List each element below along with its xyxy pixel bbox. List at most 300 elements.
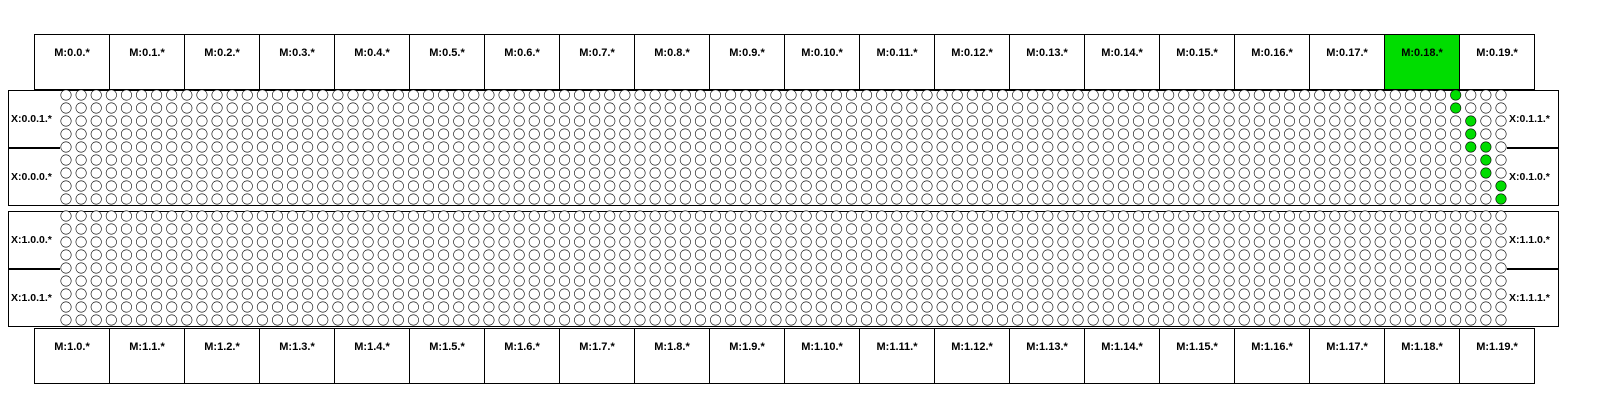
node bbox=[1118, 250, 1128, 260]
node bbox=[1435, 129, 1445, 139]
node bbox=[227, 129, 237, 139]
node bbox=[227, 181, 237, 191]
module-bottom-14[interactable]: M:1.14.* bbox=[1084, 328, 1160, 384]
node bbox=[1088, 302, 1098, 312]
module-top-6[interactable]: M:0.6.* bbox=[484, 34, 560, 90]
node bbox=[605, 168, 615, 178]
module-top-16[interactable]: M:0.16.* bbox=[1234, 34, 1310, 90]
node bbox=[1466, 168, 1476, 178]
node bbox=[212, 168, 222, 178]
node bbox=[1360, 263, 1370, 273]
node bbox=[952, 250, 962, 260]
node bbox=[136, 263, 146, 273]
module-bottom-15[interactable]: M:1.15.* bbox=[1159, 328, 1235, 384]
node bbox=[952, 181, 962, 191]
node bbox=[741, 250, 751, 260]
node bbox=[831, 129, 841, 139]
node bbox=[786, 129, 796, 139]
node bbox=[756, 155, 766, 165]
module-top-12[interactable]: M:0.12.* bbox=[934, 34, 1010, 90]
node bbox=[846, 116, 856, 126]
node bbox=[1405, 90, 1415, 100]
module-top-11[interactable]: M:0.11.* bbox=[859, 34, 935, 90]
node bbox=[695, 168, 705, 178]
node bbox=[650, 211, 660, 221]
node bbox=[1224, 194, 1234, 204]
module-top-14[interactable]: M:0.14.* bbox=[1084, 34, 1160, 90]
node bbox=[227, 237, 237, 247]
module-top-19[interactable]: M:0.19.* bbox=[1459, 34, 1535, 90]
node bbox=[680, 211, 690, 221]
node bbox=[725, 237, 735, 247]
node bbox=[695, 90, 705, 100]
node bbox=[1466, 315, 1476, 325]
node bbox=[846, 103, 856, 113]
node bbox=[197, 289, 207, 299]
node bbox=[695, 129, 705, 139]
node bbox=[1028, 155, 1038, 165]
node bbox=[1163, 263, 1173, 273]
module-bottom-18[interactable]: M:1.18.* bbox=[1384, 328, 1460, 384]
node bbox=[680, 142, 690, 152]
node bbox=[378, 289, 388, 299]
node bbox=[1299, 155, 1309, 165]
node bbox=[1481, 211, 1491, 221]
node bbox=[469, 315, 479, 325]
node bbox=[544, 168, 554, 178]
node bbox=[469, 103, 479, 113]
x-label-left-3: X:1.0.1.* bbox=[8, 269, 60, 327]
node bbox=[605, 289, 615, 299]
node bbox=[997, 129, 1007, 139]
node bbox=[1330, 168, 1340, 178]
node bbox=[438, 237, 448, 247]
node bbox=[952, 315, 962, 325]
node bbox=[529, 302, 539, 312]
node bbox=[227, 289, 237, 299]
node bbox=[801, 263, 811, 273]
module-bottom-19[interactable]: M:1.19.* bbox=[1459, 328, 1535, 384]
node bbox=[121, 129, 131, 139]
node bbox=[287, 155, 297, 165]
node bbox=[1209, 276, 1219, 286]
node bbox=[1012, 129, 1022, 139]
node bbox=[1088, 289, 1098, 299]
node bbox=[937, 142, 947, 152]
node bbox=[348, 103, 358, 113]
node bbox=[710, 129, 720, 139]
node bbox=[589, 224, 599, 234]
node bbox=[212, 263, 222, 273]
node bbox=[1028, 224, 1038, 234]
node bbox=[801, 250, 811, 260]
node bbox=[1058, 276, 1068, 286]
node bbox=[182, 289, 192, 299]
node bbox=[242, 315, 252, 325]
module-top-7[interactable]: M:0.7.* bbox=[559, 34, 635, 90]
node bbox=[1148, 129, 1158, 139]
module-bottom-12[interactable]: M:1.12.* bbox=[934, 328, 1010, 384]
x-label-right-1: X:0.1.0.* bbox=[1507, 148, 1559, 206]
node bbox=[876, 116, 886, 126]
node bbox=[302, 116, 312, 126]
node bbox=[514, 276, 524, 286]
node bbox=[1103, 168, 1113, 178]
node bbox=[272, 116, 282, 126]
node bbox=[499, 315, 509, 325]
node bbox=[1148, 168, 1158, 178]
node bbox=[1133, 103, 1143, 113]
node bbox=[1239, 224, 1249, 234]
node bbox=[1390, 250, 1400, 260]
node bbox=[559, 142, 569, 152]
node bbox=[1194, 103, 1204, 113]
node bbox=[1405, 237, 1415, 247]
node bbox=[318, 276, 328, 286]
module-top-15[interactable]: M:0.15.* bbox=[1159, 34, 1235, 90]
node bbox=[756, 315, 766, 325]
node bbox=[1375, 237, 1385, 247]
node bbox=[333, 181, 343, 191]
node bbox=[302, 263, 312, 273]
node bbox=[242, 211, 252, 221]
node bbox=[1360, 211, 1370, 221]
module-top-13[interactable]: M:0.13.* bbox=[1009, 34, 1085, 90]
module-bottom-5[interactable]: M:1.5.* bbox=[409, 328, 485, 384]
node bbox=[544, 211, 554, 221]
node bbox=[151, 90, 161, 100]
node bbox=[393, 142, 403, 152]
node bbox=[574, 276, 584, 286]
node bbox=[771, 237, 781, 247]
node bbox=[363, 211, 373, 221]
node bbox=[635, 116, 645, 126]
node bbox=[982, 211, 992, 221]
module-top-17[interactable]: M:0.17.* bbox=[1309, 34, 1385, 90]
module-top-9[interactable]: M:0.9.* bbox=[709, 34, 785, 90]
node bbox=[967, 155, 977, 165]
node bbox=[876, 142, 886, 152]
node bbox=[1194, 315, 1204, 325]
module-top-1[interactable]: M:0.1.* bbox=[109, 34, 185, 90]
node bbox=[1209, 211, 1219, 221]
node bbox=[937, 224, 947, 234]
node bbox=[1028, 129, 1038, 139]
node bbox=[106, 315, 116, 325]
node bbox=[1179, 250, 1189, 260]
node bbox=[695, 224, 705, 234]
node bbox=[227, 90, 237, 100]
node bbox=[1012, 116, 1022, 126]
node bbox=[257, 302, 267, 312]
node bbox=[378, 168, 388, 178]
node bbox=[197, 116, 207, 126]
node bbox=[182, 168, 192, 178]
node bbox=[937, 302, 947, 312]
node bbox=[287, 129, 297, 139]
node bbox=[756, 302, 766, 312]
node bbox=[846, 224, 856, 234]
node bbox=[76, 315, 86, 325]
node bbox=[1103, 250, 1113, 260]
node bbox=[61, 250, 71, 260]
module-bottom-6[interactable]: M:1.6.* bbox=[484, 328, 560, 384]
node bbox=[1103, 263, 1113, 273]
node bbox=[1315, 129, 1325, 139]
node bbox=[1254, 276, 1264, 286]
node bbox=[1496, 237, 1506, 247]
module-bottom-0[interactable]: M:1.0.* bbox=[34, 328, 110, 384]
module-bottom-3[interactable]: M:1.3.* bbox=[259, 328, 335, 384]
node bbox=[1133, 129, 1143, 139]
node bbox=[650, 263, 660, 273]
node bbox=[937, 237, 947, 247]
node bbox=[967, 302, 977, 312]
node bbox=[423, 211, 433, 221]
node bbox=[454, 103, 464, 113]
node bbox=[212, 194, 222, 204]
node bbox=[333, 116, 343, 126]
node bbox=[861, 289, 871, 299]
node bbox=[514, 103, 524, 113]
node bbox=[544, 194, 554, 204]
node bbox=[514, 142, 524, 152]
node bbox=[982, 237, 992, 247]
node bbox=[1284, 315, 1294, 325]
node bbox=[1194, 194, 1204, 204]
node bbox=[484, 181, 494, 191]
module-bottom-11[interactable]: M:1.11.* bbox=[859, 328, 935, 384]
node bbox=[620, 263, 630, 273]
node bbox=[831, 168, 841, 178]
node bbox=[1194, 168, 1204, 178]
node bbox=[318, 129, 328, 139]
node bbox=[1466, 211, 1476, 221]
node bbox=[167, 302, 177, 312]
node bbox=[1390, 129, 1400, 139]
node bbox=[469, 224, 479, 234]
module-top-8[interactable]: M:0.8.* bbox=[634, 34, 710, 90]
node bbox=[1375, 276, 1385, 286]
node bbox=[1299, 168, 1309, 178]
module-bottom-13[interactable]: M:1.13.* bbox=[1009, 328, 1085, 384]
node bbox=[1375, 103, 1385, 113]
node bbox=[423, 103, 433, 113]
node bbox=[967, 116, 977, 126]
node bbox=[61, 211, 71, 221]
node bbox=[544, 276, 554, 286]
node bbox=[378, 116, 388, 126]
node bbox=[257, 194, 267, 204]
node bbox=[1254, 168, 1264, 178]
node bbox=[695, 289, 705, 299]
node bbox=[1118, 103, 1128, 113]
node bbox=[393, 181, 403, 191]
node bbox=[1209, 181, 1219, 191]
node bbox=[725, 302, 735, 312]
node bbox=[91, 250, 101, 260]
node bbox=[1435, 103, 1445, 113]
node bbox=[136, 129, 146, 139]
node bbox=[454, 237, 464, 247]
node bbox=[1299, 276, 1309, 286]
node bbox=[1435, 116, 1445, 126]
node bbox=[816, 168, 826, 178]
node bbox=[302, 103, 312, 113]
node bbox=[1435, 315, 1445, 325]
node bbox=[1194, 276, 1204, 286]
node bbox=[1299, 263, 1309, 273]
node bbox=[771, 263, 781, 273]
node bbox=[786, 194, 796, 204]
node bbox=[1058, 302, 1068, 312]
node bbox=[725, 211, 735, 221]
node bbox=[1345, 250, 1355, 260]
node bbox=[1103, 116, 1113, 126]
node bbox=[151, 211, 161, 221]
node bbox=[1012, 103, 1022, 113]
module-bottom-2[interactable]: M:1.2.* bbox=[184, 328, 260, 384]
node bbox=[907, 90, 917, 100]
node bbox=[725, 155, 735, 165]
node bbox=[1088, 237, 1098, 247]
node bbox=[1360, 289, 1370, 299]
node bbox=[997, 181, 1007, 191]
node bbox=[363, 276, 373, 286]
node bbox=[846, 289, 856, 299]
node bbox=[907, 129, 917, 139]
node bbox=[423, 224, 433, 234]
node bbox=[605, 263, 615, 273]
node bbox=[1390, 194, 1400, 204]
module-bottom-17[interactable]: M:1.17.* bbox=[1309, 328, 1385, 384]
node bbox=[348, 181, 358, 191]
module-bottom-1[interactable]: M:1.1.* bbox=[109, 328, 185, 384]
node bbox=[348, 194, 358, 204]
node bbox=[272, 302, 282, 312]
node bbox=[937, 90, 947, 100]
node bbox=[1028, 237, 1038, 247]
node bbox=[514, 168, 524, 178]
highlighted-node bbox=[1466, 129, 1476, 139]
node bbox=[499, 103, 509, 113]
node bbox=[121, 194, 131, 204]
module-top-0[interactable]: M:0.0.* bbox=[34, 34, 110, 90]
node bbox=[182, 116, 192, 126]
node bbox=[1118, 237, 1128, 247]
node bbox=[559, 168, 569, 178]
node bbox=[151, 155, 161, 165]
node bbox=[589, 237, 599, 247]
node bbox=[1435, 194, 1445, 204]
node bbox=[151, 129, 161, 139]
node bbox=[514, 315, 524, 325]
node bbox=[1360, 276, 1370, 286]
node bbox=[212, 302, 222, 312]
module-top-18[interactable]: M:0.18.* bbox=[1384, 34, 1460, 90]
node bbox=[1073, 263, 1083, 273]
node bbox=[106, 276, 116, 286]
node bbox=[771, 302, 781, 312]
node bbox=[167, 129, 177, 139]
node bbox=[454, 116, 464, 126]
node bbox=[438, 211, 448, 221]
node bbox=[1375, 302, 1385, 312]
node bbox=[242, 250, 252, 260]
node bbox=[1330, 276, 1340, 286]
node bbox=[378, 90, 388, 100]
node bbox=[1133, 142, 1143, 152]
module-bottom-4[interactable]: M:1.4.* bbox=[334, 328, 410, 384]
node bbox=[1073, 194, 1083, 204]
node bbox=[967, 237, 977, 247]
node bbox=[318, 103, 328, 113]
node bbox=[76, 237, 86, 247]
node bbox=[861, 315, 871, 325]
module-bottom-8[interactable]: M:1.8.* bbox=[634, 328, 710, 384]
module-top-2[interactable]: M:0.2.* bbox=[184, 34, 260, 90]
node bbox=[408, 155, 418, 165]
node bbox=[1284, 276, 1294, 286]
node bbox=[1435, 289, 1445, 299]
module-bottom-16[interactable]: M:1.16.* bbox=[1234, 328, 1310, 384]
node bbox=[952, 263, 962, 273]
node bbox=[1058, 211, 1068, 221]
node bbox=[1118, 276, 1128, 286]
node bbox=[333, 276, 343, 286]
node bbox=[1254, 103, 1264, 113]
node bbox=[1420, 116, 1430, 126]
node bbox=[1269, 315, 1279, 325]
node bbox=[1163, 129, 1173, 139]
module-bottom-9[interactable]: M:1.9.* bbox=[709, 328, 785, 384]
module-top-10[interactable]: M:0.10.* bbox=[784, 34, 860, 90]
node bbox=[167, 263, 177, 273]
node bbox=[484, 224, 494, 234]
node bbox=[997, 263, 1007, 273]
node bbox=[1088, 155, 1098, 165]
node bbox=[454, 315, 464, 325]
node bbox=[348, 263, 358, 273]
node bbox=[1466, 181, 1476, 191]
node bbox=[212, 142, 222, 152]
node bbox=[665, 276, 675, 286]
node bbox=[167, 237, 177, 247]
node bbox=[1179, 142, 1189, 152]
module-top-3[interactable]: M:0.3.* bbox=[259, 34, 335, 90]
module-top-4[interactable]: M:0.4.* bbox=[334, 34, 410, 90]
node bbox=[1043, 116, 1053, 126]
module-bottom-7[interactable]: M:1.7.* bbox=[559, 328, 635, 384]
node bbox=[635, 289, 645, 299]
node bbox=[1194, 224, 1204, 234]
node bbox=[650, 90, 660, 100]
node-block-0-nodes bbox=[61, 90, 1506, 204]
module-top-5[interactable]: M:0.5.* bbox=[409, 34, 485, 90]
node bbox=[1148, 263, 1158, 273]
node bbox=[76, 168, 86, 178]
node bbox=[151, 315, 161, 325]
node bbox=[106, 194, 116, 204]
node bbox=[363, 250, 373, 260]
module-bottom-10[interactable]: M:1.10.* bbox=[784, 328, 860, 384]
node bbox=[469, 142, 479, 152]
node bbox=[937, 103, 947, 113]
node bbox=[1450, 315, 1460, 325]
node bbox=[695, 237, 705, 247]
node bbox=[378, 237, 388, 247]
node bbox=[136, 302, 146, 312]
